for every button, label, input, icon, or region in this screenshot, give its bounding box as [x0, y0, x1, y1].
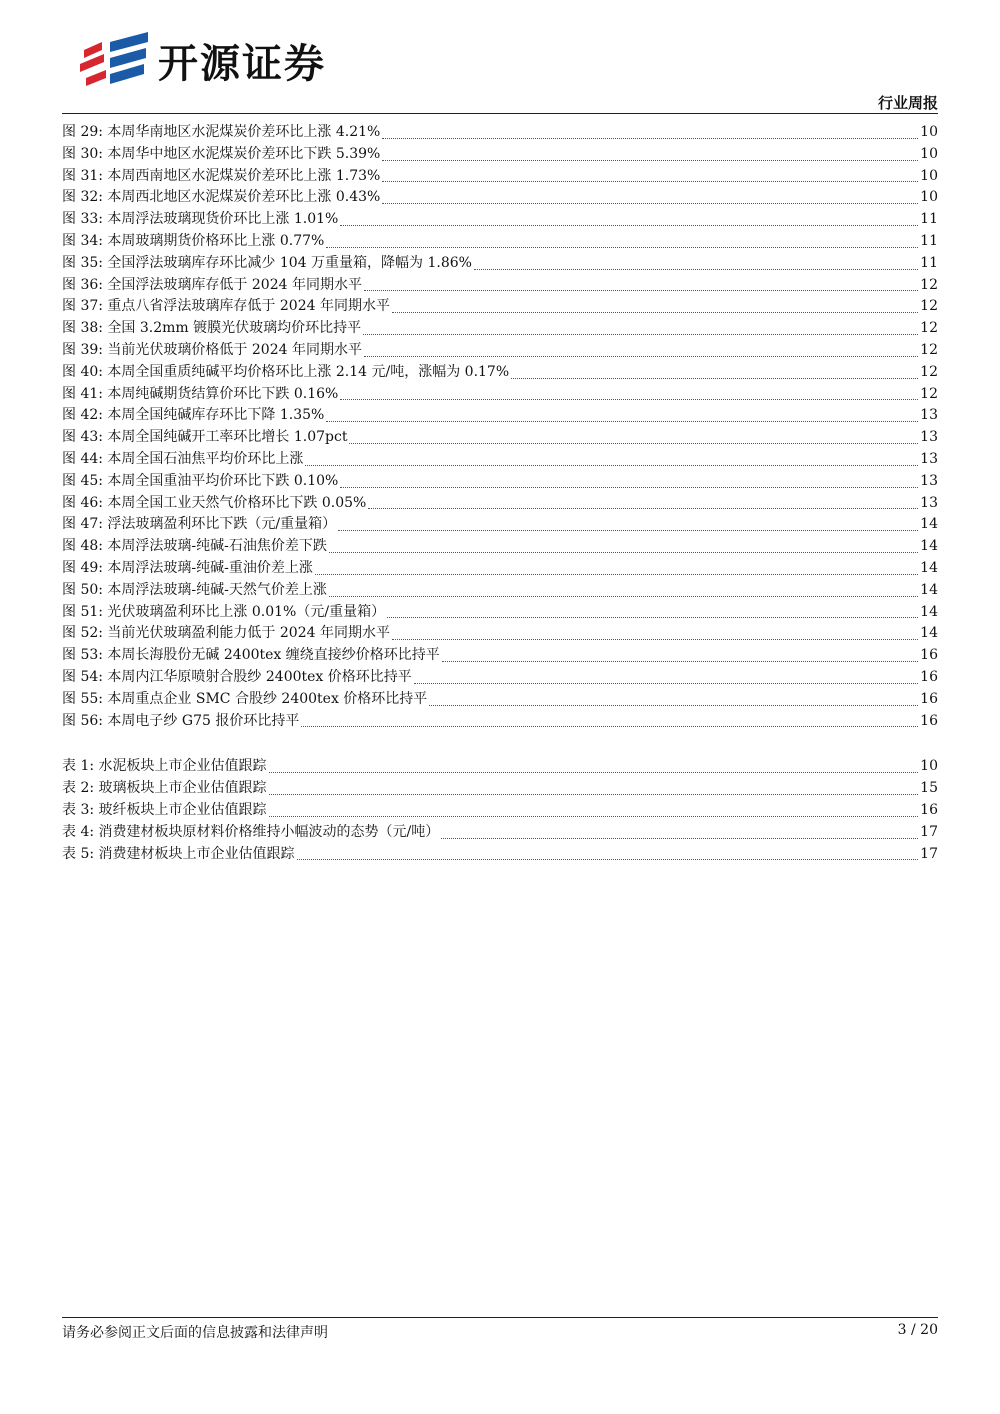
figure-entry-label: 图 49: 本周浮法玻璃-纯碱-重油价差上涨: [62, 559, 313, 576]
list-spacer: [62, 732, 938, 756]
figure-entry-label: 图 43: 本周全国纯碱开工率环比增长 1.07pct: [62, 429, 348, 446]
figure-entry-label: 图 37: 重点八省浮法玻璃库存低于 2024 年同期水平: [62, 298, 390, 315]
dot-leader: [382, 202, 918, 204]
figure-entry-label: 图 35: 全国浮法玻璃库存环比减少 104 万重量箱，降幅为 1.86%: [62, 254, 472, 271]
figure-entry-label: 图 54: 本周内江华原喷射合股纱 2400tex 价格环比持平: [62, 668, 412, 685]
figure-entry-page: 12: [920, 385, 938, 402]
dot-leader: [326, 420, 918, 422]
figure-entry-page: 14: [920, 625, 938, 642]
dot-leader: [363, 333, 918, 335]
figure-entry[interactable]: [62, 318, 938, 340]
figure-entry-page: 13: [920, 450, 938, 467]
dot-leader: [414, 682, 918, 684]
table-entry-page: 17: [920, 823, 938, 840]
figure-entry-page: 12: [920, 341, 938, 358]
dot-leader: [269, 815, 919, 817]
dot-leader: [441, 837, 918, 839]
figure-entry-label: 图 55: 本周重点企业 SMC 合股纱 2400tex 价格环比持平: [62, 690, 428, 707]
table-entry-page: 10: [920, 758, 938, 775]
figure-entry-label: 图 48: 本周浮法玻璃-纯碱-石油焦价差下跌: [62, 538, 327, 555]
dot-leader: [269, 771, 919, 773]
table-of-contents: [62, 122, 938, 865]
figure-entry-page: 13: [920, 472, 938, 489]
dot-leader: [368, 507, 918, 509]
figure-entry-label: 图 46: 本周全国工业天然气价格环比下跌 0.05%: [62, 494, 367, 511]
figure-entry-label: 图 36: 全国浮法玻璃库存低于 2024 年同期水平: [62, 276, 362, 293]
figure-entry-page: 12: [920, 298, 938, 315]
table-list: [62, 756, 938, 865]
figure-entry[interactable]: [62, 253, 938, 275]
dot-leader: [474, 268, 918, 270]
figure-entry-label: 图 33: 本周浮法玻璃现货价环比上涨 1.01%: [62, 211, 339, 228]
figure-entry[interactable]: [62, 209, 938, 231]
figure-entry-page: 13: [920, 494, 938, 511]
dot-leader: [269, 793, 919, 795]
table-entry-page: 17: [920, 845, 938, 862]
figure-entry-label: 图 42: 本周全国纯碱库存环比下降 1.35%: [62, 407, 325, 424]
figure-entry[interactable]: [62, 340, 938, 362]
dot-leader: [340, 486, 918, 488]
dot-leader: [297, 858, 919, 860]
figure-entry[interactable]: [62, 144, 938, 166]
figure-entry-page: 14: [920, 559, 938, 576]
figure-entry-label: 图 40: 本周全国重质纯碱平均价格环比上涨 2.14 元/吨，涨幅为 0.17%: [62, 363, 510, 380]
figure-entry[interactable]: [62, 711, 938, 733]
figure-entry-page: 14: [920, 516, 938, 533]
figure-entry-label: 图 32: 本周西北地区水泥煤炭价差环比上涨 0.43%: [62, 189, 381, 206]
dot-leader: [382, 180, 918, 182]
figure-entry-page: 12: [920, 276, 938, 293]
dot-leader: [340, 224, 918, 226]
figure-entry-page: 11: [920, 211, 938, 228]
figure-entry-page: 14: [920, 581, 938, 598]
figure-entry-page: 14: [920, 603, 938, 620]
table-entry-label: 表 4: 消费建材板块原材料价格维持小幅波动的态势（元/吨）: [62, 823, 440, 840]
dot-leader: [329, 551, 918, 553]
figure-entry[interactable]: [62, 623, 938, 645]
figure-entry-label: 图 53: 本周长海股份无碱 2400tex 缠绕直接纱价格环比持平: [62, 647, 440, 664]
dot-leader: [392, 311, 918, 313]
figure-entry[interactable]: [62, 187, 938, 209]
figure-entry-page: 10: [920, 189, 938, 206]
figure-entry[interactable]: [62, 689, 938, 711]
page-number: 3 / 20: [897, 1322, 938, 1338]
figure-entry-label: 图 47: 浮法玻璃盈利环比下跌（元/重量箱）: [62, 516, 337, 533]
dot-leader: [429, 704, 918, 706]
table-entry-label: 表 3: 玻纤板块上市企业估值跟踪: [62, 801, 267, 818]
figure-entry-label: 图 31: 本周西南地区水泥煤炭价差环比上涨 1.73%: [62, 167, 381, 184]
dot-leader: [301, 725, 918, 727]
figure-entry-page: 10: [920, 145, 938, 162]
figure-entry[interactable]: [62, 667, 938, 689]
figure-entry-page: 14: [920, 538, 938, 555]
table-entry[interactable]: [62, 844, 938, 866]
dot-leader: [382, 137, 918, 139]
table-entry[interactable]: [62, 822, 938, 844]
logo-text: 开源证券: [158, 41, 326, 87]
figure-entry-label: 图 44: 本周全国石油焦平均价环比上涨: [62, 450, 304, 467]
footer-disclaimer: 请务必参阅正文后面的信息披露和法律声明: [62, 1325, 328, 1341]
footer-divider: [62, 1317, 938, 1318]
page-header: [0, 0, 1000, 115]
table-entry-label: 表 5: 消费建材板块上市企业估值跟踪: [62, 845, 295, 862]
figure-entry-page: 11: [920, 254, 938, 271]
figure-entry[interactable]: [62, 493, 938, 515]
figure-entry-page: 11: [920, 232, 938, 249]
dot-leader: [326, 246, 918, 248]
figure-entry[interactable]: [62, 405, 938, 427]
dot-leader: [392, 638, 918, 640]
dot-leader: [442, 660, 918, 662]
figure-entry-label: 图 50: 本周浮法玻璃-纯碱-天然气价差上涨: [62, 581, 327, 598]
figure-entry-page: 13: [920, 429, 938, 446]
figure-entry-page: 10: [920, 124, 938, 140]
figure-entry-page: 16: [920, 668, 938, 685]
figure-entry[interactable]: [62, 384, 938, 406]
figure-entry[interactable]: [62, 231, 938, 253]
figure-entry-label: 图 38: 全国 3.2mm 镀膜光伏玻璃均价环比持平: [62, 320, 362, 337]
figure-list: [62, 122, 938, 732]
figure-entry-page: 13: [920, 407, 938, 424]
figure-entry-label: 图 39: 当前光伏玻璃价格低于 2024 年同期水平: [62, 341, 362, 358]
figure-entry[interactable]: [62, 427, 938, 449]
figure-entry-label: 图 29: 本周华南地区水泥煤炭价差环比上涨 4.21%: [62, 124, 381, 140]
figure-entry-label: 图 41: 本周纯碱期货结算价环比下跌 0.16%: [62, 385, 339, 402]
table-entry-page: 16: [920, 801, 938, 818]
dot-leader: [364, 355, 918, 357]
logo-icon: [80, 28, 150, 88]
dot-leader: [340, 398, 918, 400]
figure-entry[interactable]: [62, 536, 938, 558]
figure-entry[interactable]: [62, 602, 938, 624]
figure-entry-label: 图 56: 本周电子纱 G75 报价环比持平: [62, 712, 300, 729]
figure-entry[interactable]: [62, 558, 938, 580]
dot-leader: [305, 464, 918, 466]
figure-entry[interactable]: [62, 449, 938, 471]
table-entry-label: 表 1: 水泥板块上市企业估值跟踪: [62, 758, 267, 775]
dot-leader: [349, 442, 918, 444]
figure-entry-page: 10: [920, 167, 938, 184]
figure-entry-page: 16: [920, 712, 938, 729]
dot-leader: [364, 289, 918, 291]
figure-entry[interactable]: [62, 580, 938, 602]
table-entry-label: 表 2: 玻璃板块上市企业估值跟踪: [62, 780, 267, 797]
figure-entry-page: 16: [920, 690, 938, 707]
dot-leader: [511, 377, 918, 379]
figure-entry-page: 12: [920, 363, 938, 380]
figure-entry-label: 图 51: 光伏玻璃盈利环比上涨 0.01%（元/重量箱）: [62, 603, 386, 620]
figure-entry[interactable]: [62, 514, 938, 536]
figure-entry[interactable]: [62, 275, 938, 297]
figure-entry-page: 16: [920, 647, 938, 664]
figure-entry[interactable]: [62, 166, 938, 188]
figure-entry[interactable]: [62, 362, 938, 384]
figure-entry-label: 图 30: 本周华中地区水泥煤炭价差环比下跌 5.39%: [62, 145, 381, 162]
figure-entry-label: 图 45: 本周全国重油平均价环比下跌 0.10%: [62, 472, 339, 489]
table-entry[interactable]: [62, 778, 938, 800]
dot-leader: [387, 616, 918, 618]
figure-entry[interactable]: [62, 296, 938, 318]
table-entry-page: 15: [920, 780, 938, 797]
dot-leader: [315, 573, 918, 575]
table-entry[interactable]: [62, 800, 938, 822]
figure-entry[interactable]: [62, 471, 938, 493]
figure-entry[interactable]: [62, 122, 938, 144]
figure-entry-label: 图 52: 当前光伏玻璃盈利能力低于 2024 年同期水平: [62, 625, 390, 642]
figure-entry[interactable]: [62, 645, 938, 667]
figure-entry-page: 12: [920, 320, 938, 337]
header-divider: [62, 113, 938, 114]
table-entry[interactable]: [62, 756, 938, 778]
dot-leader: [338, 529, 918, 531]
dot-leader: [382, 159, 918, 161]
dot-leader: [329, 595, 918, 597]
figure-entry-label: 图 34: 本周玻璃期货价格环比上涨 0.77%: [62, 232, 325, 249]
report-type: 行业周报: [877, 94, 938, 112]
